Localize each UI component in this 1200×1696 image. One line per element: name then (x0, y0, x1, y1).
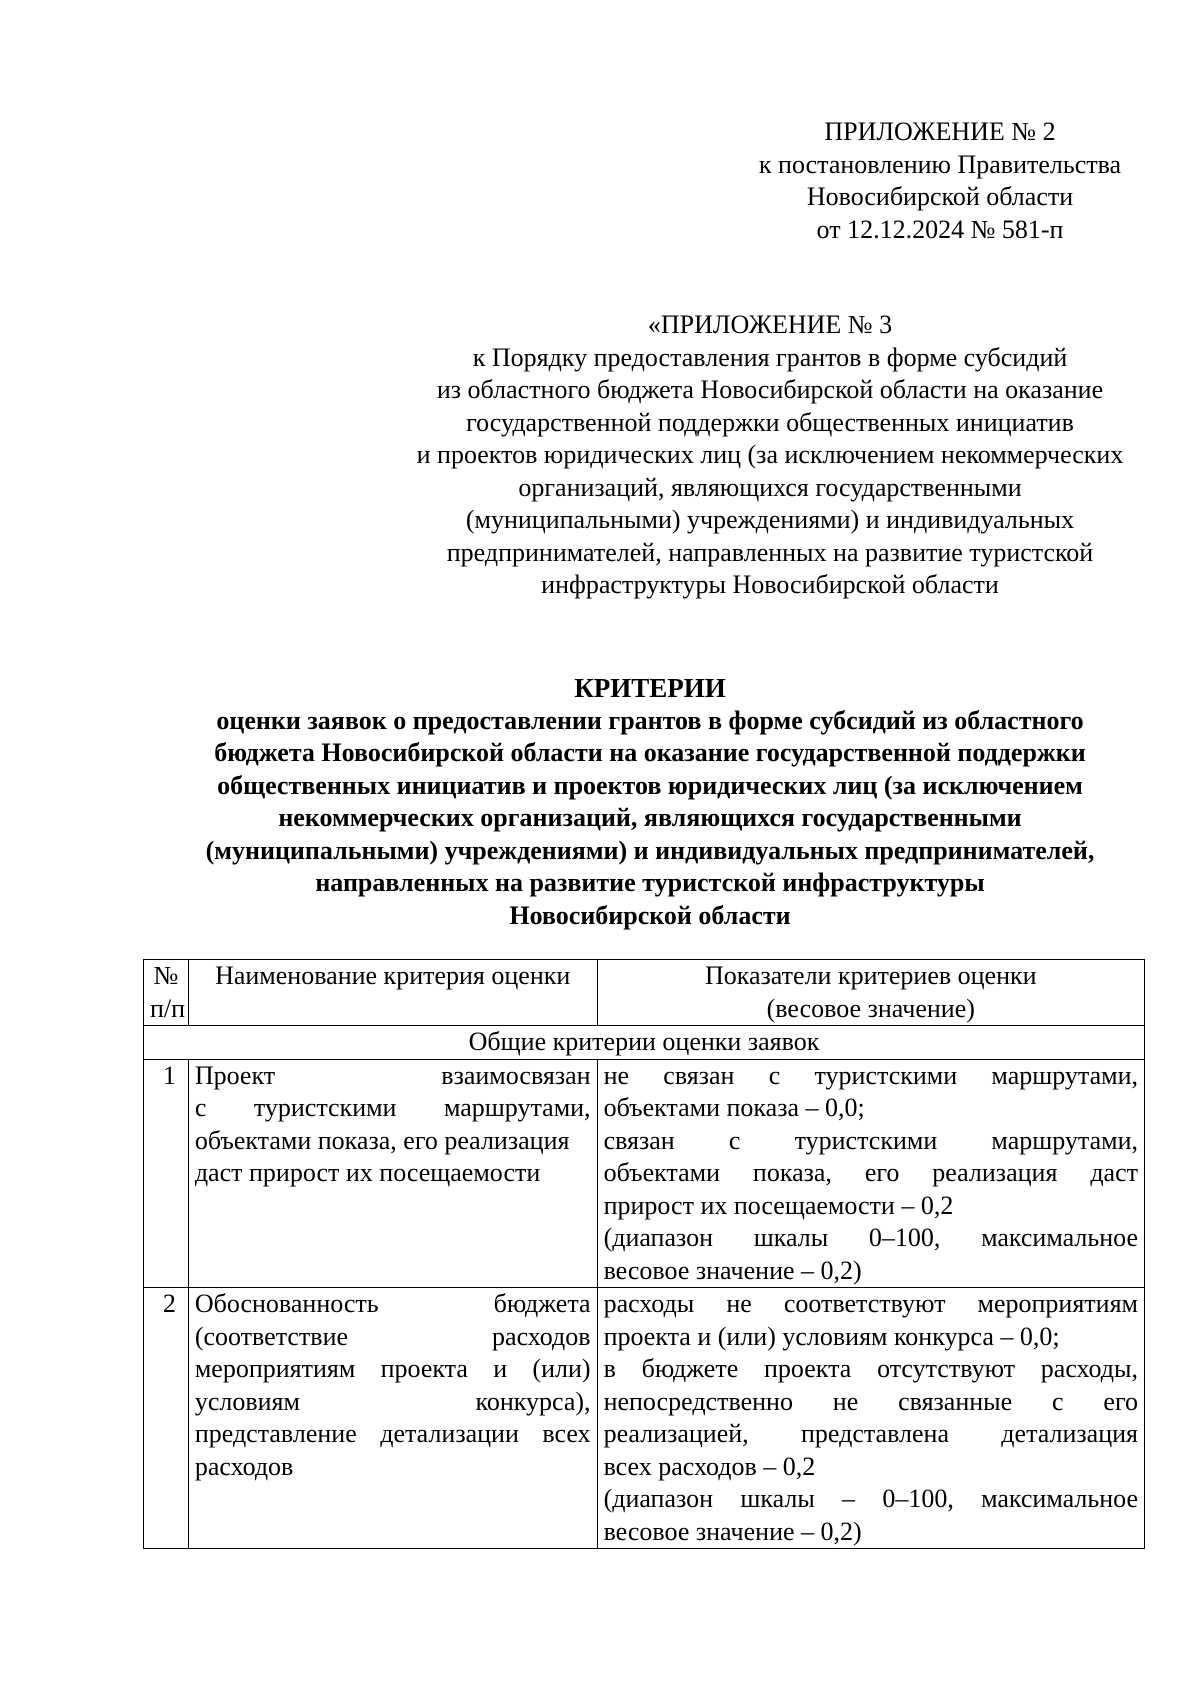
appendix-2-line: к постановлению Правительства (758, 149, 1122, 179)
indicator-line: связан с туристскими маршрутами, (603, 1125, 1138, 1155)
indicator-line: проекта и (или) условиям конкурса – 0,0; (603, 1321, 1060, 1351)
indicator-line: (диапазон шкалы – 0–100, максимальное (603, 1484, 1138, 1513)
indicator-line: всех расходов – 0,2 (603, 1451, 816, 1481)
criteria-subtitle-line: бюджета Новосибирской области на оказание государственной поддержки (214, 738, 1086, 767)
criterion-name-line: объектами показа, его реализация (194, 1125, 570, 1155)
row-number: 2 (144, 1288, 189, 1549)
criteria-subtitle-line: некоммерческих организаций, являющихся государственными (278, 803, 1022, 832)
indicator-line: прирост их посещаемости – 0,2 (603, 1190, 954, 1220)
criteria-subtitle-line: Новосибирской области (509, 900, 791, 930)
criterion-name-line: (соответствие расходов (194, 1321, 591, 1351)
criteria-subtitle-line: оценки заявок о предоставлении грантов в форме субсидий из областного (216, 705, 1084, 735)
appendix-3-header (350, 309, 1190, 602)
table-section-row (144, 1026, 1145, 1060)
appendix-3-line: и проектов юридических лиц (за исключением некоммерческих (416, 440, 1124, 469)
row-indicators (597, 1059, 1144, 1288)
criteria-table (143, 959, 1145, 1549)
indicator-line: не связан с туристскими маршрутами, (603, 1060, 1138, 1090)
criteria-subtitle-line: (муниципальными) учреждениями) и индивидуальных предпринимателей, (205, 835, 1095, 865)
table-row (144, 1288, 1145, 1549)
appendix-2-date-number: от 12.12.2024 № 581-п (816, 214, 1064, 244)
appendix-3-line: предпринимателей, направленных на развитие туристской (446, 537, 1094, 567)
header-name-cell: Наименование критерия оценки (188, 960, 597, 1026)
criterion-name-line: представление детализации всех (194, 1419, 591, 1448)
appendix-2-header (740, 116, 1140, 246)
appendix-3-line: инфраструктуры Новосибирской области (541, 570, 999, 599)
appendix-3-line: государственной поддержки общественных инициатив (466, 407, 1074, 437)
criterion-name-line: расходов (194, 1451, 294, 1481)
header-indicator-line: Показатели критериев оценки (704, 961, 1037, 990)
indicator-line: расходы не соответствуют мероприятиям (603, 1289, 1138, 1318)
header-indicator-cell (597, 960, 1144, 1026)
criterion-name-line: даст прирост их посещаемости (194, 1158, 541, 1187)
criterion-name-line: с туристскими маршрутами, (194, 1093, 591, 1122)
appendix-3-title: «ПРИЛОЖЕНИЕ № 3 (647, 310, 893, 339)
criteria-subtitle-line: общественных инициатив и проектов юридических лиц (за исключением (217, 770, 1083, 800)
row-number: 1 (144, 1059, 189, 1288)
appendix-3-line: (муниципальными) учреждениями) и индивидуальных (465, 505, 1075, 534)
table-row (144, 1059, 1145, 1288)
section-title: Общие критерии оценки заявок (144, 1026, 1145, 1060)
indicator-line: (диапазон шкалы 0–100, максимальное (603, 1223, 1138, 1252)
indicator-line: объектами показа – 0,0; (603, 1093, 865, 1122)
appendix-2-title: ПРИЛОЖЕНИЕ № 2 (824, 117, 1056, 146)
indicator-line: в бюджете проекта отсутствуют расходы, (603, 1354, 1138, 1383)
criterion-name-line: Обоснованность бюджета (194, 1289, 591, 1318)
appendix-3-line: из областного бюджета Новосибирской области на оказание (436, 375, 1104, 404)
header-num-cell (144, 960, 189, 1026)
table-header-row (144, 960, 1145, 1026)
criterion-name-line: Проект взаимосвязан (194, 1060, 591, 1090)
criteria-subtitle-line: направленных на развитие туристской инфраструктуры (315, 868, 985, 897)
row-criterion-name (188, 1059, 597, 1288)
header-num-line: п/п (150, 993, 186, 1023)
indicator-line: непосредственно не связанные с его (603, 1386, 1138, 1416)
criteria-heading: КРИТЕРИИ (574, 673, 726, 703)
row-criterion-name (188, 1288, 597, 1549)
criteria-title (100, 672, 1200, 932)
row-indicators (597, 1288, 1144, 1549)
appendix-3-line: организаций, являющихся государственными (518, 472, 1022, 502)
header-indicator-line: (весовое значение) (766, 993, 975, 1023)
indicator-line: весовое значение – 0,2) (603, 1516, 862, 1546)
criterion-name-line: условиям конкурса), (194, 1386, 591, 1416)
appendix-3-line: к Порядку предоставления грантов в форме субсидий (472, 342, 1068, 372)
indicator-line: реализацией, представлена детализация (603, 1419, 1138, 1448)
header-num-line: № (153, 961, 179, 990)
appendix-2-line: Новосибирской области (806, 182, 1074, 211)
indicator-line: весовое значение – 0,2) (603, 1255, 862, 1285)
criterion-name-line: мероприятиям проекта и (или) (194, 1354, 591, 1383)
indicator-line: объектами показа, его реализация даст (603, 1158, 1138, 1187)
